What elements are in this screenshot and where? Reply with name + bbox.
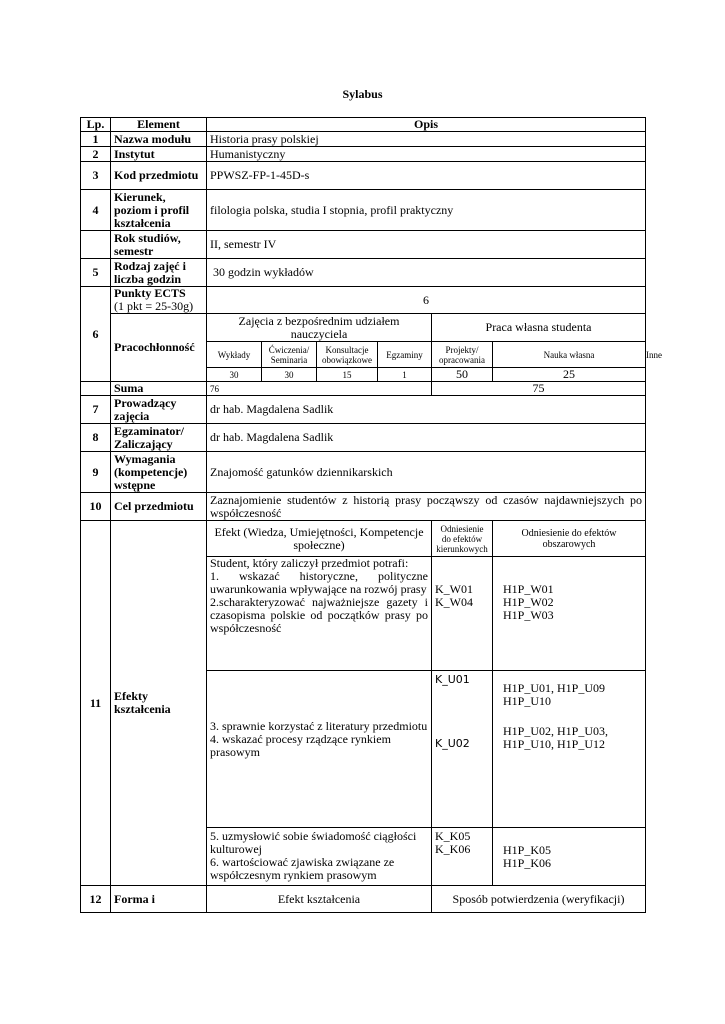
effect-3-item-6: 6. wartościować zjawiska związane ze współczesnym rynkiem prasowym bbox=[210, 855, 395, 882]
row-3-value: PPWSZ-FP-1-45D-s bbox=[207, 162, 646, 190]
row-2-lp: 2 bbox=[81, 147, 111, 162]
effect-3-area-1: H1P_K05 bbox=[503, 843, 552, 857]
row-11-lp: 11 bbox=[81, 521, 111, 886]
effects-header-directional: Odniesienie do efektów kierunkowych bbox=[432, 521, 493, 557]
val-exercises: 30 bbox=[262, 368, 317, 382]
effect-1-area-3: H1P_W03 bbox=[503, 608, 554, 622]
effect-3-item-5: 5. uzmysłowić sobie świadomość ciągłości kulturowej bbox=[210, 829, 417, 856]
row-4b-lp bbox=[81, 231, 111, 259]
ects-value: 6 bbox=[207, 287, 646, 314]
effect-1-area-2: H1P_W02 bbox=[503, 595, 554, 609]
effect-3-text bbox=[207, 828, 432, 886]
effect-3-directional bbox=[432, 828, 493, 886]
row-2-value: Humanistyczny bbox=[207, 147, 646, 162]
row-8-label: Egzaminator/ Zaliczający bbox=[111, 424, 207, 452]
effect-1-area-1: H1P_W01 bbox=[503, 582, 554, 596]
ects-note: (1 pkt = 25-30g) bbox=[114, 299, 194, 313]
row-1-value: Historia prasy polskiej bbox=[207, 132, 646, 147]
col-consultations: Konsultacje obowiązkowe bbox=[317, 342, 378, 368]
ects-label: Punkty ECTS bbox=[114, 286, 186, 300]
row-9-value: Znajomość gatunków dziennikarskich bbox=[207, 452, 646, 493]
effect-1-dir-2: K_W04 bbox=[435, 595, 473, 609]
effect-2-area-2a: H1P_U02, H1P_U03, bbox=[503, 724, 609, 738]
row-7-label: Prowadzący zajęcia bbox=[111, 396, 207, 424]
direct-hours-header: Zajęcia z bezpośrednim udziałem nauczyciela bbox=[207, 314, 432, 342]
effect-2-area-1a: H1P_U01, H1P_U09 bbox=[503, 681, 606, 695]
effect-1-dir-1: K_W01 bbox=[435, 582, 473, 596]
row-7-lp: 7 bbox=[81, 396, 111, 424]
row-6-ects-label bbox=[111, 287, 207, 314]
effect-3-area bbox=[493, 828, 646, 886]
effect-2-directional bbox=[432, 671, 493, 828]
val-self-study: 25 bbox=[493, 368, 646, 382]
workload-label: Pracochłonność bbox=[111, 314, 207, 382]
row-1-label: Nazwa modułu bbox=[111, 132, 207, 147]
col-exams: Egzaminy bbox=[378, 342, 432, 368]
effect-1-text bbox=[207, 557, 432, 671]
row-8-value: dr hab. Magdalena Sadlik bbox=[207, 424, 646, 452]
sum-direct: 76 bbox=[207, 382, 432, 396]
effect-3-area-2: H1P_K06 bbox=[503, 856, 552, 870]
row-1-lp: 1 bbox=[81, 132, 111, 147]
row-3-lp: 3 bbox=[81, 162, 111, 190]
row-5-label: Rodzaj zajęć i liczba godzin bbox=[111, 259, 207, 287]
val-exams: 1 bbox=[378, 368, 432, 382]
row-7-value: dr hab. Magdalena Sadlik bbox=[207, 396, 646, 424]
val-consultations: 15 bbox=[317, 368, 378, 382]
effect-2-text bbox=[207, 671, 432, 828]
col-lectures: Wykłady bbox=[207, 342, 262, 368]
effect-2-item-4: 4. wskazać procesy rządzące rynkiem prasowym bbox=[210, 732, 391, 759]
effect-3-dir-2: K_K06 bbox=[435, 842, 471, 856]
sum-label: Suma bbox=[111, 382, 207, 396]
val-projects: 50 bbox=[432, 368, 493, 382]
col-projects: Projekty/ opracowania bbox=[432, 342, 493, 368]
row-9-lp: 9 bbox=[81, 452, 111, 493]
sum-own: 75 bbox=[432, 382, 646, 396]
col-self-study: Nauka własna bbox=[493, 342, 646, 368]
sum-lp bbox=[81, 382, 111, 396]
effect-1-item-1: 1. wskazać historyczne, polityczne uwarunkowania wpływające na rozwój prasy bbox=[210, 569, 428, 596]
effect-2-area-2b: H1P_U10, H1P_U12 bbox=[503, 737, 606, 751]
row-4-label: Kierunek, poziom i profil kształcenia bbox=[111, 190, 207, 231]
row-6-lp: 6 bbox=[81, 287, 111, 382]
row-4-lp: 4 bbox=[81, 190, 111, 231]
effect-2-area bbox=[493, 671, 646, 828]
effects-header-effect: Efekt (Wiedza, Umiejętności, Kompetencje społeczne) bbox=[207, 521, 432, 557]
effect-1-item-2: 2.scharakteryzować najważniejsze gazety i czasopisma polskie od początków prasy po współczesność bbox=[210, 595, 428, 635]
row-12-lp: 12 bbox=[81, 886, 111, 913]
row-10-lp: 10 bbox=[81, 493, 111, 521]
val-lectures: 30 bbox=[207, 368, 262, 382]
row-2-label: Instytut bbox=[111, 147, 207, 162]
row-10-label: Cel przedmiotu bbox=[111, 493, 207, 521]
row-4b-label: Rok studiów, semestr bbox=[111, 231, 207, 259]
row-10-value: Zaznajomienie studentów z historią prasy począwszy od czasów najdawniejszych po współczesność bbox=[207, 493, 646, 521]
row-9-label: Wymagania (kompetencje) wstępne bbox=[111, 452, 207, 493]
effect-2-dir-2: K_U02 bbox=[435, 737, 470, 750]
col-exercises: Ćwiczenia/ Seminaria bbox=[262, 342, 317, 368]
header-element: Element bbox=[111, 118, 207, 132]
row-12-label: Forma i bbox=[111, 886, 207, 913]
row-12-method: Sposób potwierdzenia (weryfikacji) bbox=[432, 886, 646, 913]
effect-2-item-3: 3. sprawnie korzystać z literatury przedmiotu bbox=[210, 719, 428, 733]
effect-1-intro: Student, który zaliczył przedmiot potrafi: bbox=[210, 556, 409, 570]
row-8-lp: 8 bbox=[81, 424, 111, 452]
effect-2-area-1b: H1P_U10 bbox=[503, 694, 552, 708]
effect-2-dir-1: K_U01 bbox=[435, 673, 470, 686]
syllabus-table: Lp. Element Opis 1 Nazwa modułu Historia prasy polskiej 2 Instytut Humanistyczny 3 Kod przedmiotu PPWSZ-FP-1-45D-s 4 Kierunek, poziom i profil kształcenia filologia polska, studia I stopnia, profil praktyczny Rok studiów, semestr II, semestr IV 5 Rodzaj zajęć i liczba godzin 30 godzin wykładów 6 Punkty ECTS (1 pkt = 25-30g) 6 Pracochłonność Zajęcia z bezpośrednim udziałem nauczyciela Praca własna studenta Wykłady Ćwiczenia/ Seminaria Konsultacje obowiązkowe Egzaminy Projekty/ opracowania Nauka własna Inne 30 30 15 1 50 25 Suma 76 75 7 Prowadzący zajęcia dr hab. Magdalena Sadlik 8 Egzaminator/ Zaliczający dr hab. Magdalena Sadlik 9 Wymagania (kompetencje) wstępne Znajomość gatunków dziennikarskich 10 Cel przedmiotu Zaznajomienie studentów z historią prasy począwszy od czasów najdawniejszych po współczesność 11 Efekty kształcenia Efekt (Wiedza, Umiejętności, Kompetencje społeczne) Odniesienie do efektów kierunkowych Odniesienie do efektów obszarowych Student, który zaliczył przedmiot potrafi: 1. wskazać historyczne, polityczne uwarunkowania wpływające na rozwój prasy 2.scharakteryzować najważniejsze gazety i czasopisma polskie od początków prasy po współczesność K_W01 K_W04 H1P_W01 H1P_W02 H1P_W03 3. sprawnie korzystać z literatury przedmiotu 4. wskazać procesy rządzące rynkiem prasowym K_U01 K_U02 H1P_U01, H1P_U09 H1P_U10 H1P_U02, H1P_U03, H1P_U10, H1P_U12 5. uzmysłowić sobie świadomość ciągłości kulturowej 6. wartościować zjawiska związane ze współczesnym rynkiem prasowym K_K05 K_K06 H1P_K05 H1P_K06 12 Forma i Efekt kształcenia Sposób potwierdzenia (weryfikacji) bbox=[80, 117, 646, 913]
row-12-effect: Efekt kształcenia bbox=[207, 886, 432, 913]
effect-1-area bbox=[493, 557, 646, 671]
row-5-value: 30 godzin wykładów bbox=[207, 259, 646, 287]
document-title: Sylabus bbox=[342, 87, 383, 101]
header-lp: Lp. bbox=[81, 118, 111, 132]
effect-1-directional bbox=[432, 557, 493, 671]
row-4-value: filologia polska, studia I stopnia, profil praktyczny bbox=[207, 190, 646, 231]
own-work-header: Praca własna studenta bbox=[432, 314, 646, 342]
header-opis: Opis bbox=[207, 118, 646, 132]
row-4b-value: II, semestr IV bbox=[207, 231, 646, 259]
effects-header-area: Odniesienie do efektów obszarowych bbox=[493, 521, 646, 557]
effect-3-dir-1: K_K05 bbox=[435, 829, 471, 843]
row-3-label: Kod przedmiotu bbox=[111, 162, 207, 190]
row-5-lp: 5 bbox=[81, 259, 111, 287]
row-11-label: Efekty kształcenia bbox=[111, 521, 207, 886]
